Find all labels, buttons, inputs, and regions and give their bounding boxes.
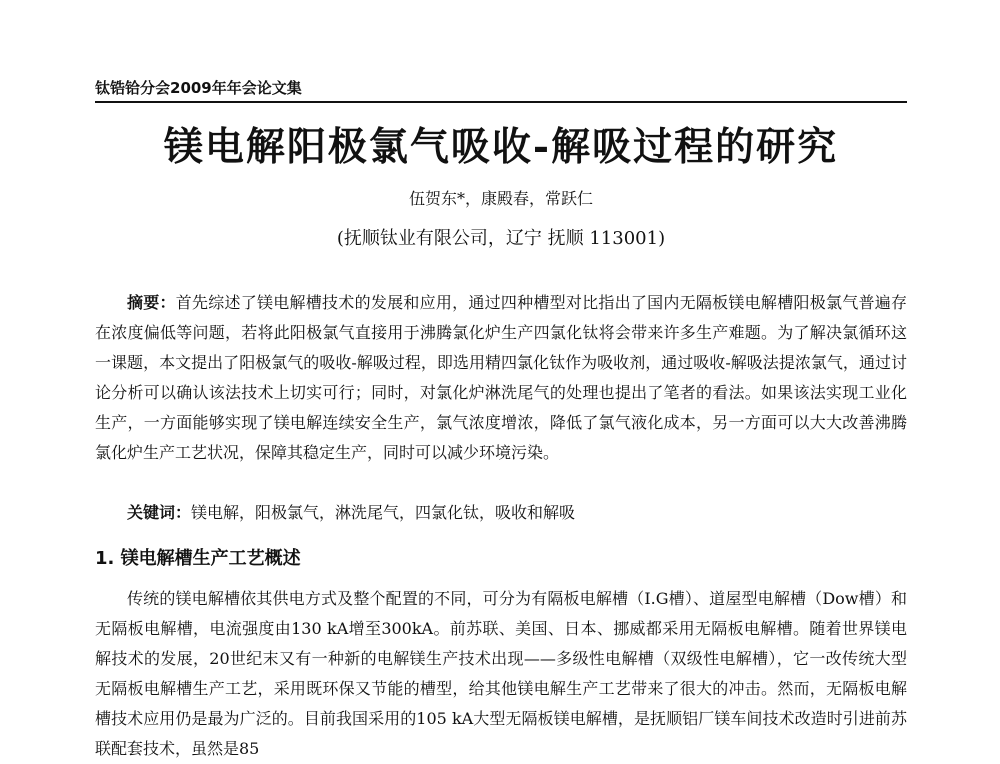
keywords — [95, 498, 907, 528]
abstract-text: 首先综述了镁电解槽技术的发展和应用，通过四种槽型对比指出了国内无隔板镁电解槽阳极氯气普遍存在浓度偏低等问题，若将此阳极氯气直接用于沸腾氯化炉生产四氯化钛将会带来许多生产难题。为了解决氯循环这一课题，本文提出了阳极氯气的吸收-解吸过程，即选用精四氯化钛作为吸收剂，通过吸收-解吸法提浓氯气，通过讨论分析可以确认该法技术上切实可行；同时，对氯化炉淋洗尾气的处理也提出了笔者的看法。如果该法实现工业化生产，一方面能够实现了镁电解连续安全生产，氯气浓度增浓，降低了氯气液化成本，另一方面可以大大改善沸腾氯化炉生产工艺状况，保障其稳定生产，同时可以减少环境污染。 — [95, 293, 907, 462]
abstract-label: 摘要： — [127, 293, 176, 312]
keywords-label: 关键词： — [127, 503, 192, 522]
header-divider — [95, 101, 907, 103]
section-1-heading: 1. 镁电解槽生产工艺概述 — [95, 548, 301, 569]
affiliation: (抚顺钛业有限公司，辽宁 抚顺 113001) — [336, 228, 666, 249]
paper-title: 镁电解阳极氯气吸收-解吸过程的研究 — [163, 124, 839, 170]
keywords-text: 镁电解，阳极氯气，淋洗尾气，四氯化钛，吸收和解吸 — [191, 503, 576, 522]
abstract — [95, 288, 907, 468]
section-1-paragraph: 传统的镁电解槽依其供电方式及整个配置的不同，可分为有隔板电解槽（I.G槽）、道屋型电解槽（Dow槽）和无隔板电解槽，电流强度由130 kA增至300kA。前苏联、美国、日本、挪威都采用无隔板电解槽。随着世界镁电解技术的发展，20世纪末又有一种新的电解镁生产技术出现——多级性电解槽（双级性电解槽），它一改传统大型无隔板电解槽生产工艺，采用既环保又节能的槽型，给其他镁电解生产工艺带来了很大的冲击。然而，无隔板电解槽技术应用仍是最为广泛的。目前我国采用的105 kA大型无隔板镁电解槽，是抚顺铝厂镁车间技术改造时引进前苏联配套技术，虽然是85 — [95, 589, 907, 758]
running-header: 钛锆铪分会2009年年会论文集 — [95, 79, 302, 97]
authors: 伍贺东*，康殿春，常跃仁 — [408, 189, 593, 208]
